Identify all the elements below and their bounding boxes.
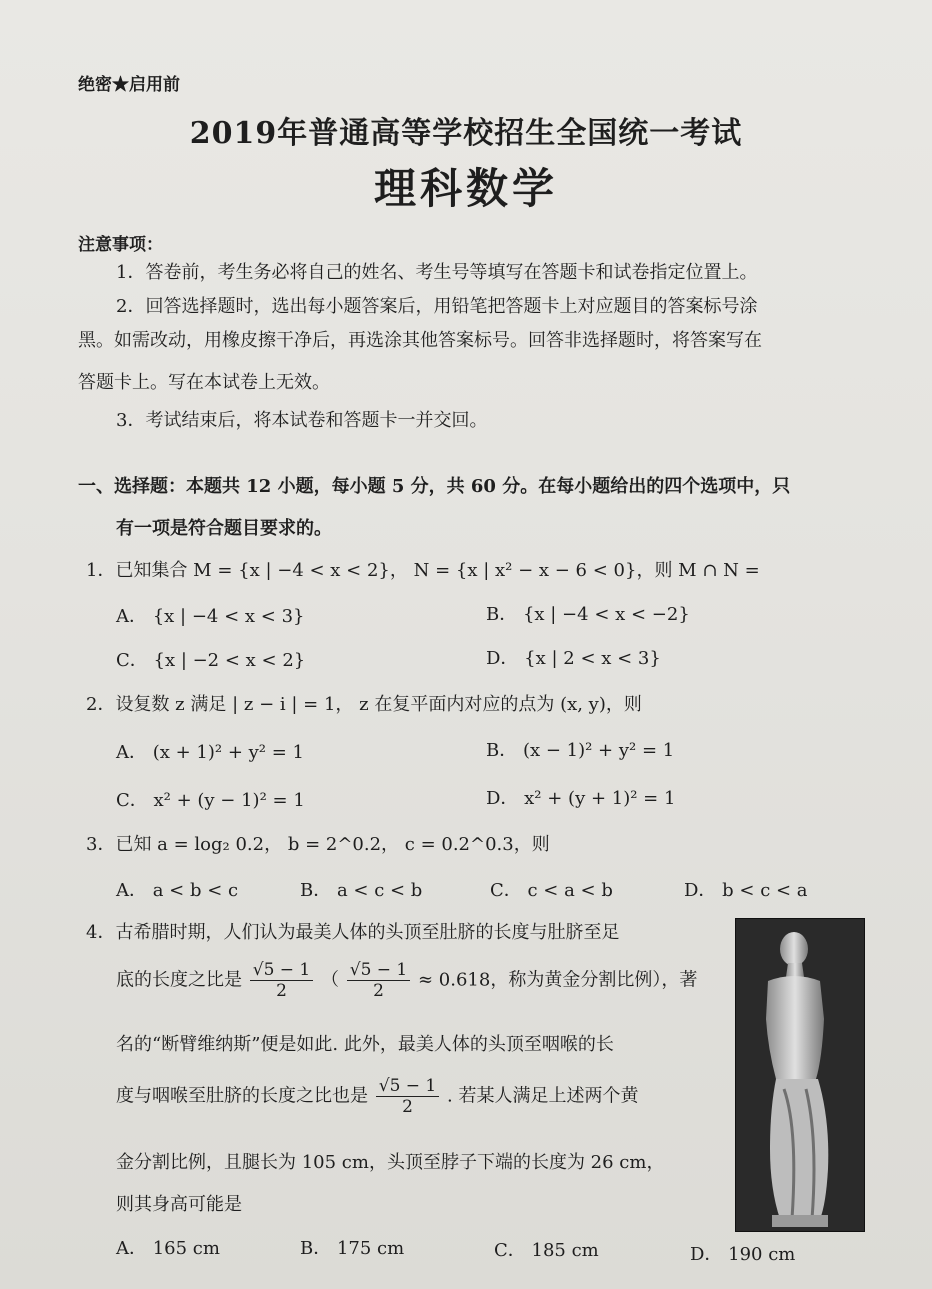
notice-item-3: 3．考试结束后，将本试卷和答题卡一并交回。 (116, 410, 488, 431)
question-3-option-d: D． b < c < a (684, 880, 808, 901)
question-4-line-2-text-b: （ (321, 969, 339, 991)
fraction-numerator-3: √5 − 1 (376, 1076, 440, 1097)
question-2-option-d: D． x² + (y + 1)² = 1 (486, 788, 676, 809)
question-3-option-a: A． a < b < c (116, 880, 239, 901)
question-4-line-2-text-c: ≈ 0.618，称为黄金分割比例），著 (418, 969, 698, 991)
notice-heading: 注意事项： (78, 235, 163, 255)
question-4-line-6: 则其身高可能是 (116, 1194, 242, 1215)
statue-figure-icon (736, 919, 864, 1231)
question-4-line-1: 4．古希腊时期，人们认为最美人体的头顶至肚脐的长度与肚脐至足 (86, 922, 620, 943)
question-4-line-3: 名的“断臂维纳斯”便是如此. 此外，最美人体的头顶至咽喉的长 (116, 1034, 614, 1055)
notice-item-2-line-3: 答题卡上。写在本试卷上无效。 (78, 372, 330, 393)
notice-item-1: 1．答卷前，考生务必将自己的姓名、考生号等填写在答题卡和试卷指定位置上。 (116, 262, 758, 283)
exam-title: 2019年普通高等学校招生全国统一考试 (189, 116, 743, 151)
question-4-option-b: B． 175 cm (300, 1238, 405, 1259)
fraction-numerator: √5 − 1 (250, 960, 314, 981)
question-4-line-4 (116, 1076, 638, 1117)
question-2-option-a: A． (x + 1)² + y² = 1 (116, 742, 304, 763)
question-2-stem: 2．设复数 z 满足 | z − i | = 1， z 在复平面内对应的点为 (x, y)，则 (86, 694, 642, 715)
fraction-numerator-2: √5 − 1 (347, 960, 411, 981)
golden-ratio-fraction-3 (376, 1076, 440, 1117)
section-heading-line-1: 一、选择题：本题共 12 小题，每小题 5 分，共 60 分。在每小题给出的四个选项中，只 (78, 476, 791, 497)
question-1-option-c: C． {x | −2 < x < 2} (116, 650, 306, 671)
notice-item-2-line-2: 黑。如需改动，用橡皮擦干净后，再选涂其他答案标号。回答非选择题时，将答案写在 (78, 330, 762, 351)
subject-title: 理科数学 (373, 164, 558, 213)
confidential-label: 绝密★启用前 (78, 75, 180, 95)
question-2-option-c: C． x² + (y − 1)² = 1 (116, 790, 305, 811)
question-4-line-2 (116, 960, 697, 1001)
fraction-denominator-3: 2 (402, 1097, 413, 1117)
question-4-line-5: 金分割比例，且腿长为 105 cm，头顶至脖子下端的长度为 26 cm， (116, 1152, 665, 1173)
question-4-line-4-text-b: . 若某人满足上述两个黄 (447, 1085, 639, 1107)
golden-ratio-fraction-2 (347, 960, 411, 1001)
golden-ratio-fraction (250, 960, 314, 1001)
question-1-stem: 1．已知集合 M = {x | −4 < x < 2}， N = {x | x² − x − 6 < 0}，则 M ∩ N = (86, 560, 760, 581)
question-2-option-b: B． (x − 1)² + y² = 1 (486, 740, 675, 761)
question-1-option-b: B． {x | −4 < x < −2} (486, 604, 690, 625)
question-3-stem: 3．已知 a = log₂ 0.2， b = 2^0.2， c = 0.2^0.3，则 (86, 834, 550, 855)
question-3-option-b: B． a < c < b (300, 880, 423, 901)
section-heading-line-2: 有一项是符合题目要求的。 (116, 518, 332, 539)
notice-item-2-line-1: 2．回答选择题时，选出每小题答案后，用铅笔把答题卡上对应题目的答案标号涂 (116, 296, 758, 317)
fraction-denominator: 2 (276, 981, 287, 1001)
question-4-option-d: D． 190 cm (690, 1244, 796, 1265)
venus-statue-image (735, 918, 865, 1232)
question-1-option-d: D． {x | 2 < x < 3} (486, 648, 661, 669)
question-1-option-a: A． {x | −4 < x < 3} (116, 606, 305, 627)
question-4-line-4-text-a: 度与咽喉至肚脐的长度之比也是 (116, 1085, 368, 1107)
fraction-denominator-2: 2 (373, 981, 384, 1001)
question-4-option-c: C． 185 cm (494, 1240, 599, 1261)
question-3-option-c: C． c < a < b (490, 880, 613, 901)
question-4-option-a: A． 165 cm (116, 1238, 220, 1259)
question-4-line-2-text-a: 底的长度之比是 (116, 969, 242, 991)
